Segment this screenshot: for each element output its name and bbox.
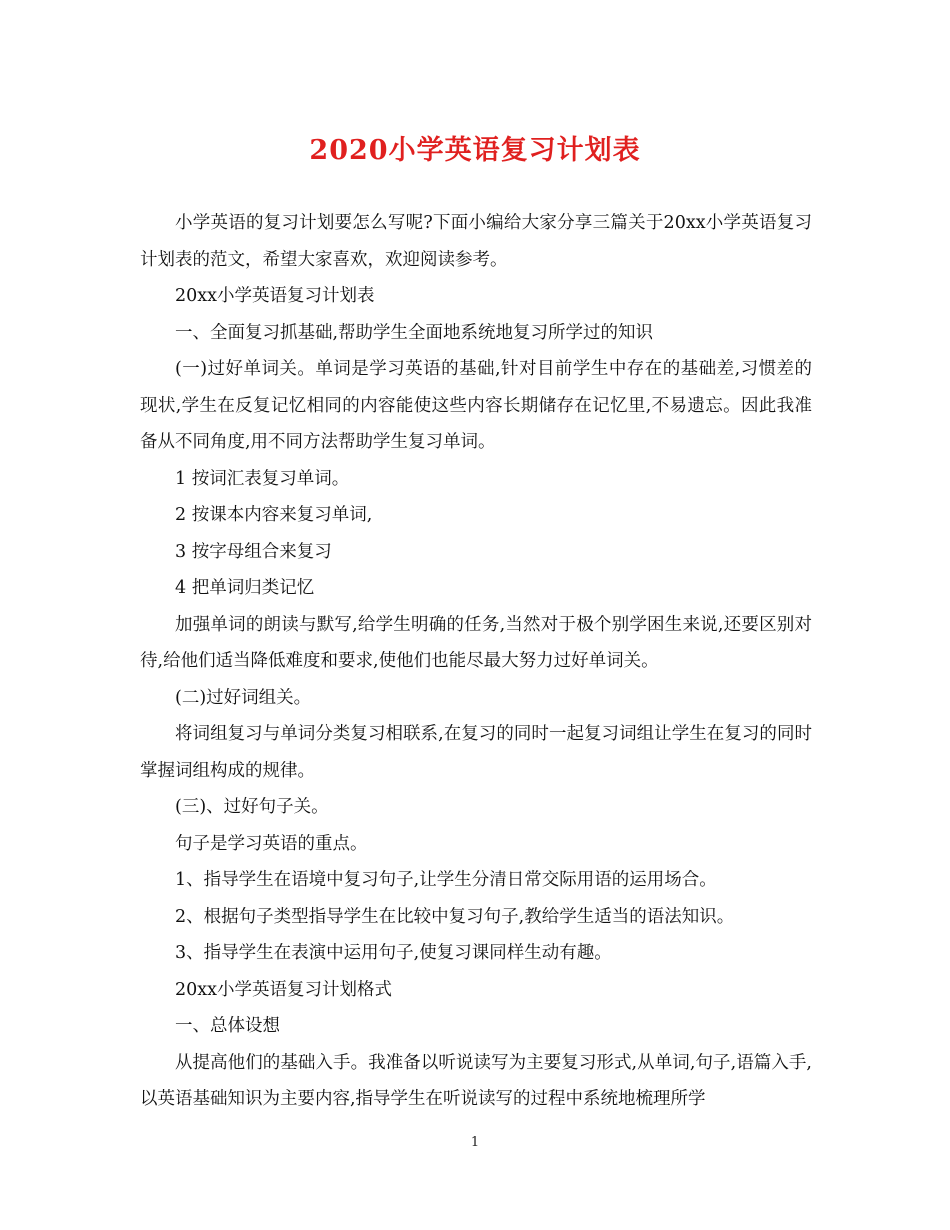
section-heading: 一、总体设想	[175, 1016, 280, 1036]
list-item: 2 按课本内容来复习单词,	[175, 505, 373, 525]
subsection-heading: (二)过好词组关。	[175, 687, 312, 708]
paragraph: 加强单词的朗读与默写,给学生明确的任务,当然对于极个别学困生来说,还要区别对待,给他们适当降低难度和要求,使他们也能尽最大努力过好单词关。	[140, 614, 812, 671]
subsection-heading: (三)、过好句子关。	[175, 797, 329, 817]
paragraph: 句子是学习英语的重点。	[175, 833, 368, 854]
document-title: 2020小学英语复习计划表	[309, 135, 641, 166]
list-item: 3 按字母组合来复习	[175, 541, 332, 562]
paragraph-intro: 小学英语的复习计划要怎么写呢?下面小编给大家分享三篇关于20xx小学英语复习计划表的范文，希望大家喜欢，欢迎阅读参考。	[140, 213, 812, 270]
list-item: 3、指导学生在表演中运用句子,使复习课同样生动有趣。	[175, 943, 612, 963]
document-body	[140, 205, 812, 1118]
section-heading: 20xx小学英语复习计划格式	[175, 979, 393, 1000]
list-item: 1、指导学生在语境中复习句子,让学生分清日常交际用语的运用场合。	[175, 870, 717, 890]
paragraph: 从提高他们的基础入手。我准备以听说读写为主要复习形式,从单词,句子,语篇入手,以英语基础知识为主要内容,指导学生在听说读写的过程中系统地梳理所学	[140, 1052, 812, 1109]
section-heading: 20xx小学英语复习计划表	[175, 286, 375, 306]
paragraph: 将词组复习与单词分类复习相联系,在复习的同时一起复习词组让学生在复习的同时掌握词组构成的规律。	[140, 724, 812, 781]
list-item: 4 把单词归类记忆	[175, 578, 315, 598]
list-item: 2、根据句子类型指导学生在比较中复习句子,教给学生适当的语法知识。	[175, 906, 735, 927]
list-item: 1 按词汇表复习单词。	[175, 468, 350, 489]
page-number: 1	[470, 1135, 480, 1150]
section-heading: 一、全面复习抓基础,帮助学生全面地系统地复习所学过的知识	[175, 322, 654, 343]
paragraph: (一)过好单词关。单词是学习英语的基础,针对目前学生中存在的基础差,习惯差的现状,学生在反复记忆相同的内容能使这些内容长期储存在记忆里,不易遗忘。因此我准备从不同角度,用不同方法帮助学生复习单词。	[140, 359, 812, 452]
